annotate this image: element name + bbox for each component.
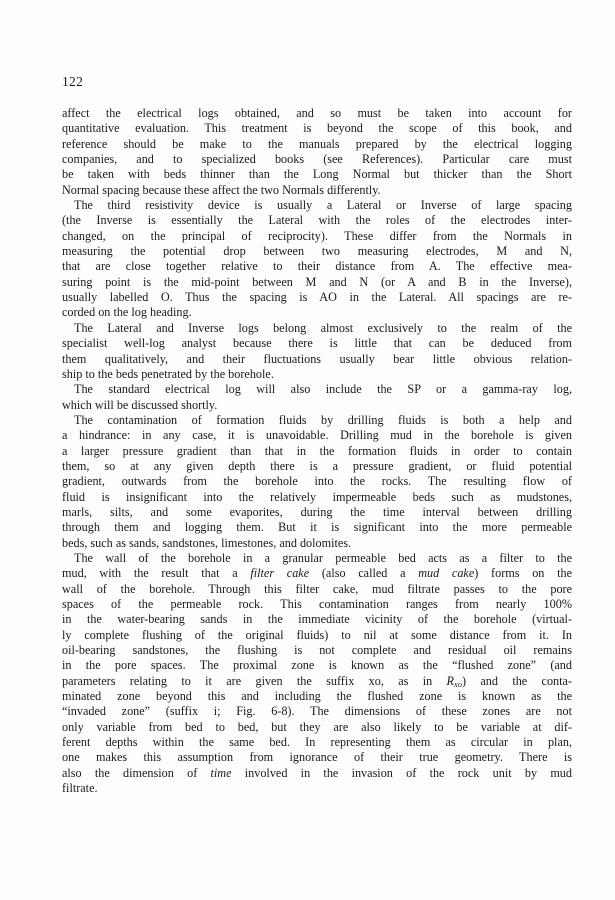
text-line: specialist well-log analyst because there is little that can be deduced from — [62, 336, 572, 351]
paragraph — [62, 551, 572, 797]
text-line: (the Inverse is essentially the Lateral with the roles of the electrodes inter- — [62, 213, 572, 228]
text-line: ferent depths within the same bed. In representing them as circular in plan, — [62, 735, 572, 750]
text-line: affect the electrical logs obtained, and so must be taken into account for — [62, 106, 572, 120]
text-line: quantitative evaluation. This treatment is beyond the scope of this book, and — [62, 121, 572, 136]
text-line: marls, silts, and some evaporites, during the time interval between drilling — [62, 504, 572, 519]
italic-term: mud cake — [418, 566, 475, 581]
text-line: be taken with beds thinner than the Long Normal but thicker than the Short — [62, 167, 572, 182]
text-line: The third resistivity device is usually a Lateral or Inverse of large spacing — [74, 198, 572, 213]
text-line: companies, and to specialized books (see References). Particular care must — [62, 152, 572, 167]
text-line: beds, such as sands, sandstones, limestones, and dolomites. — [62, 535, 352, 550]
text-line: a hindrance: in any case, it is unavoidable. Drilling mud in the borehole is given — [62, 428, 572, 443]
text-line: The wall of the borehole in a granular permeable bed acts as a filter to the — [74, 550, 572, 565]
text-line: in the water-bearing sands in the immediate vicinity of the borehole (virtual- — [62, 612, 572, 627]
text-line: ship to the beds penetrated by the borehole. — [62, 366, 274, 381]
text-line: which will be discussed shortly. — [62, 397, 218, 412]
page-number: 122 — [62, 74, 84, 89]
text-line: wall of the borehole. Through this filter cake, mud filtrate passes to the pore — [62, 581, 572, 596]
text-line: The Lateral and Inverse logs belong almost exclusively to the realm of the — [74, 320, 572, 335]
text-line: in the pore spaces. The proximal zone is known as the “flushed zone” (and — [62, 658, 572, 673]
text-line: only variable from bed to bed, but they are also likely to be variable at dif- — [62, 719, 572, 734]
text-line: reference should be make to the manuals prepared by the electrical logging — [62, 136, 572, 151]
body-text — [62, 106, 572, 796]
paragraph — [62, 413, 572, 551]
text-line: spaces of the permeable rock. This contamination ranges from nearly 100% — [62, 597, 572, 611]
paragraph — [62, 106, 572, 198]
text-line: one makes this assumption from ignorance of their true geometry. There is — [62, 750, 572, 765]
text-line: them, so at any given depth there is a pressure gradient, or fluid potential — [62, 458, 572, 473]
text-line: filtrate. — [62, 781, 98, 796]
text-line: ly complete flushing of the original fluids) to nil at some distance from it. In — [62, 627, 572, 642]
text-line: Normal spacing because these affect the two Normals differently. — [62, 182, 381, 197]
text-line: through them and logging them. But it is significant into the more permeable — [62, 520, 572, 535]
text-line: them qualitatively, and their fluctuations usually bear little obvious relation- — [62, 351, 572, 366]
text-line: that are close together relative to their distance from A. The effective mea- — [62, 259, 572, 274]
paragraph — [62, 321, 572, 382]
text-line: suring point is the mid-point between M and N (or A and B in the Inverse), — [62, 274, 572, 289]
text-line: usually labelled O. Thus the spacing is AO in the Lateral. All spacings are re- — [62, 290, 572, 305]
text-line: measuring the potential drop between two measuring electrodes, M and N, — [62, 244, 572, 259]
paragraph — [62, 198, 572, 321]
text-line: corded on the log heading. — [62, 305, 192, 320]
text-line: fluid is insignificant into the relatively impermeable beds such as mudstones, — [62, 489, 572, 504]
italic-term: time — [210, 765, 232, 780]
text-line: also the dimension of time involved in the invasion of the rock unit by mud — [62, 765, 572, 780]
text-line: parameters relating to it are given the suffix xo, as in $R_{xo}$) and the conta- — [62, 673, 572, 689]
text-line: “invaded zone” (suffix i; Fig. 6-8). The dimensions of these zones are not — [62, 704, 572, 719]
text-line: mud, with the result that a filter cake (also called a mud cake) forms on the — [62, 566, 573, 581]
italic-term: filter cake — [250, 566, 310, 581]
text-line: changed, on the principal of reciprocity). These differ from the Normals in — [62, 228, 572, 243]
text-line: The contamination of formation fluids by drilling fluids is both a help and — [74, 412, 572, 427]
text-line: The standard electrical log will also include the SP or a gamma-ray log, — [74, 382, 572, 397]
symbol: $R_{xo}$ — [446, 673, 462, 689]
text-line: oil-bearing sandstones, the flushing is not complete and residual oil remains — [62, 643, 572, 658]
paragraph — [62, 382, 572, 413]
text-line: minated zone beyond this and including the flushed zone is known as the — [62, 689, 572, 704]
text-line: gradient, outwards from the borehole into the rocks. The resulting flow of — [62, 474, 572, 489]
text-line: a larger pressure gradient than that in the formation fluids in order to contain — [62, 443, 572, 458]
